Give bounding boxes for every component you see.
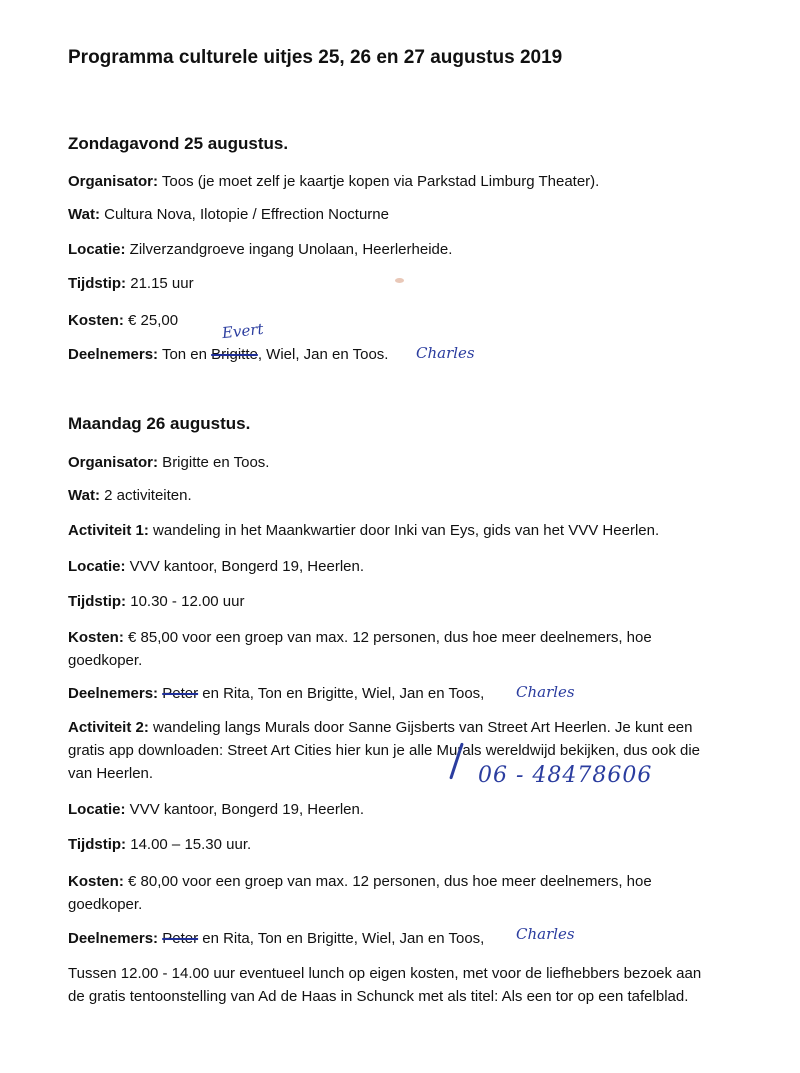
sunday-what-value: Cultura Nova, Ilotopie / Effrection Nocturne: [99, 206, 389, 223]
sunday-participants-label: Deelnemers:: [68, 346, 159, 363]
monday-what-value: 2 activiteiten.: [99, 487, 192, 504]
activity1-cost-label: Kosten:: [68, 629, 124, 646]
activity1-participants-post: en Rita, Ton en Brigitte, Wiel, Jan en Toos,: [198, 685, 485, 702]
monday-what: [68, 485, 192, 507]
monday-organizer-value: Brigitte en Toos.: [158, 454, 270, 471]
sunday-time-label: Tijdstip:: [68, 275, 127, 292]
activity2-cost: [68, 870, 708, 916]
sunday-location: [68, 239, 452, 261]
handwritten-charles-activity2: Charles: [516, 925, 575, 943]
handwritten-charles-sunday: Charles: [416, 344, 475, 362]
activity2-time-label: Tijdstip:: [68, 836, 127, 853]
monday-organizer: [68, 452, 269, 474]
sunday-participants-post: , Wiel, Jan en Toos.: [257, 346, 389, 363]
paper-smudge: [395, 278, 404, 283]
handwritten-charles-activity1: Charles: [516, 683, 575, 701]
sunday-time-value: 21.15 uur: [126, 275, 194, 292]
activity2-participants: [68, 928, 484, 950]
activity1-location-value: VVV kantoor, Bongerd 19, Heerlen.: [125, 558, 364, 575]
sunday-organizer-value: Toos (je moet zelf je kaartje kopen via Parkstad Limburg Theater).: [158, 173, 600, 190]
activity1-title: [68, 520, 659, 542]
sunday-cost-label: Kosten:: [68, 312, 124, 329]
activity1-location-label: Locatie:: [68, 558, 126, 575]
sunday-heading: Zondagavond 25 augustus.: [68, 134, 289, 153]
sunday-what: [68, 204, 389, 226]
activity2-participants-struck: Peter: [162, 930, 199, 947]
activity1-cost-value: € 85,00 voor een groep van max. 12 personen, dus hoe meer deelnemers, hoe goedkoper.: [68, 629, 652, 669]
sunday-location-label: Locatie:: [68, 241, 126, 258]
activity2-participants-post: en Rita, Ton en Brigitte, Wiel, Jan en Toos,: [198, 930, 485, 947]
activity1-label: Activiteit 1:: [68, 522, 149, 539]
activity1-participants: [68, 683, 484, 705]
handwritten-phone-number: 06 - 48478606: [478, 763, 653, 788]
document-title: Programma culturele uitjes 25, 26 en 27 augustus 2019: [68, 47, 563, 68]
activity2-time: [68, 834, 251, 856]
lunch-note: Tussen 12.00 - 14.00 uur eventueel lunch op eigen kosten, met voor de liefhebbers bezoek aan de gratis tentoonstelling van Ad de Haas in Schunck met als titel: Als een tor op een tafelblad.: [68, 965, 702, 1005]
activity2-location-value: VVV kantoor, Bongerd 19, Heerlen.: [125, 801, 364, 818]
activity1-time-label: Tijdstip:: [68, 593, 127, 610]
sunday-participants: [68, 344, 388, 366]
activity2-time-value: 14.00 – 15.30 uur.: [126, 836, 252, 853]
activity1-time-value: 10.30 - 12.00 uur: [126, 593, 245, 610]
activity1-value: wandeling in het Maankwartier door Inki van Eys, gids van het VVV Heerlen.: [148, 522, 660, 539]
sunday-organizer: [68, 171, 599, 193]
sunday-organizer-label: Organisator:: [68, 173, 159, 190]
activity1-cost: [68, 626, 708, 672]
activity2-cost-label: Kosten:: [68, 873, 124, 890]
sunday-what-label: Wat:: [68, 206, 100, 223]
activity1-location: [68, 556, 364, 578]
activity1-time: [68, 591, 244, 613]
activity1-participants-label: Deelnemers:: [68, 685, 159, 702]
sunday-participants-struck: Brigitte: [211, 346, 258, 363]
sunday-location-value: Zilverzandgroeve ingang Unolaan, Heerlerheide.: [125, 241, 453, 258]
sunday-cost: [68, 310, 178, 332]
sunday-cost-value: € 25,00: [123, 312, 179, 329]
handwritten-evert: Evert: [221, 319, 265, 343]
activity2-location-label: Locatie:: [68, 801, 126, 818]
sunday-participants-pre: Ton en: [158, 346, 212, 363]
activity2-location: [68, 799, 364, 821]
activity2-value: wandeling langs Murals door Sanne Gijsberts van Street Art Heerlen. Je kunt een gratis app downloaden: Street Art Cities hier kun je alle Murals wereldwijd bekijken, dus ook die van Heerlen.: [68, 719, 700, 782]
sunday-time: [68, 273, 194, 295]
monday-heading: Maandag 26 augustus.: [68, 414, 251, 433]
activity1-participants-struck: Peter: [162, 685, 199, 702]
activity2-cost-value: € 80,00 voor een groep van max. 12 personen, dus hoe meer deelnemers, hoe goedkoper.: [68, 873, 652, 913]
activity2-participants-label: Deelnemers:: [68, 930, 159, 947]
activity2-label: Activiteit 2:: [68, 719, 149, 736]
monday-what-label: Wat:: [68, 487, 100, 504]
monday-organizer-label: Organisator:: [68, 454, 159, 471]
